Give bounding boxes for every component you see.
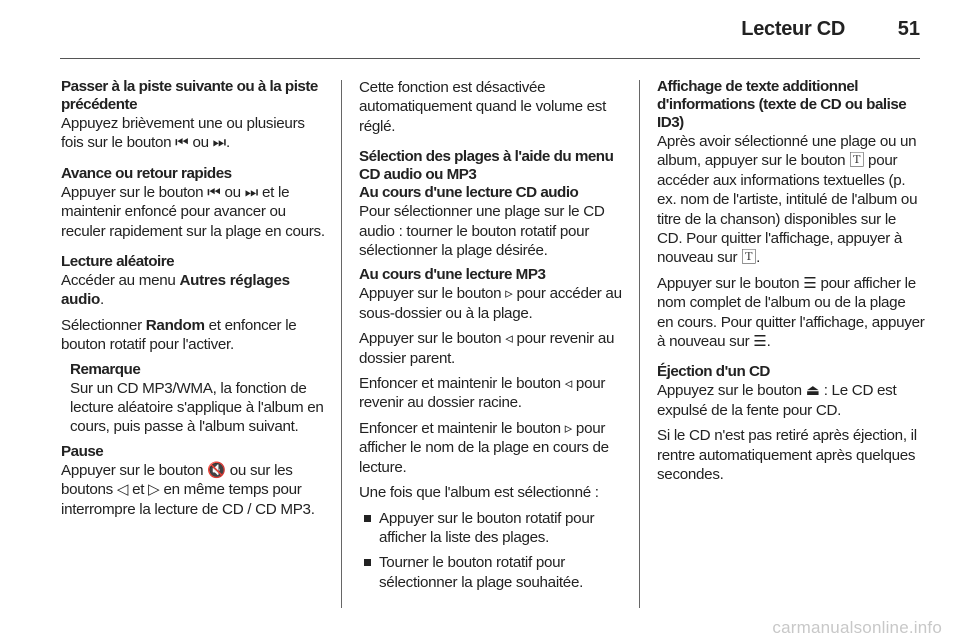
paragraph: Après avoir sélectionné une plage ou un album, appuyer sur le bouton 🅃 pour accéder aux informations textuelles (p. ex. nom de l'artiste, intitulé de l'album ou titre de la chanson) disponibles sur le CD. Pour quitter l'affichage, appuyer à nouveau sur 🅃.	[657, 133, 918, 267]
bullet-icon	[364, 515, 371, 522]
page-number: 51	[897, 18, 920, 40]
paragraph: Appuyer sur le bouton ▹ pour accéder au sous-dossier ou à la plage.	[359, 285, 622, 322]
paragraph: Enfoncer et maintenir le bouton ◃ pour revenir au dossier racine.	[359, 375, 606, 412]
paragraph: Si le CD n'est pas retiré après éjection, il rentre automatiquement après quelques secondes.	[657, 427, 917, 484]
paragraph: Appuyez sur le bouton ⏏ : Le CD est expulsé de la fente pour CD.	[657, 382, 897, 419]
section-heading-random: Lecture aléatoire	[61, 253, 175, 271]
note-box	[70, 361, 329, 437]
paragraph: Appuyer sur le bouton ⏮ ou ⏭ et le maintenir enfoncé pour avancer ou reculer rapidement sur la plage en cours.	[61, 183, 325, 240]
paragraph: Appuyer sur le bouton ◃ pour revenir au dossier parent.	[359, 330, 615, 367]
column-3	[657, 78, 925, 485]
sub-heading-audio-cd: Au cours d'une lecture CD audio	[359, 184, 579, 202]
header-divider	[60, 58, 920, 59]
watermark: carmanualsonline.info	[772, 618, 942, 637]
paragraph: Accéder au menu Autres réglages audio.	[61, 272, 290, 309]
paragraph: Sélectionner Random et enfoncer le bouton rotatif pour l'activer.	[61, 316, 297, 354]
column-1	[61, 78, 329, 519]
column-divider	[341, 80, 342, 608]
paragraph: Pour sélectionner une plage sur le CD audio : tourner le bouton rotatif pour sélectionner la plage désirée.	[359, 203, 605, 260]
note-heading: Remarque	[70, 360, 141, 378]
paragraph: Appuyer sur le bouton ☰ pour afficher le nom complet de l'album ou de la plage en cours. Pour quitter l'affichage, appuyer à nouveau sur ☰.	[657, 274, 925, 351]
section-heading-fast-forward: Avance ou retour rapides	[61, 164, 232, 182]
sub-heading-mp3: Au cours d'une lecture MP3	[359, 266, 546, 284]
column-2	[359, 78, 627, 592]
paragraph: Enfoncer et maintenir le bouton ▹ pour afficher le nom de la plage en cours de lecture.	[359, 419, 609, 476]
paragraph: Appuyer sur le bouton 🔇 ou sur les boutons ◁ et ▷ en même temps pour interrompre la lecture de CD / CD MP3.	[61, 461, 315, 518]
list-item: Appuyer sur le bouton rotatif pour afficher la liste des plages.	[359, 509, 627, 548]
menu-name: Autres réglages audio	[61, 272, 290, 309]
column-divider	[639, 80, 640, 608]
section-heading-eject: Éjection d'un CD	[657, 363, 770, 381]
paragraph: Une fois que l'album est sélectionné :	[359, 484, 599, 502]
page-header-title: Lecteur CD	[741, 18, 845, 40]
section-heading-pause: Pause	[61, 442, 104, 460]
section-heading-track-selection: Sélection des plages à l'aide du menu CD audio ou MP3	[359, 148, 614, 184]
note-text: Sur un CD MP3/WMA, la fonction de lecture aléatoire s'applique à l'album en cours, puis passe à l'album suivant.	[70, 379, 324, 436]
option-name: Random	[145, 316, 205, 334]
bullet-icon	[364, 559, 371, 566]
section-heading-track-skip: Passer à la piste suivante ou à la piste précédente	[61, 78, 318, 113]
list-item: Tourner le bouton rotatif pour sélectionner la plage souhaitée.	[359, 553, 627, 592]
paragraph: Appuyez brièvement une ou plusieurs fois sur le bouton ⏮ ou ⏭.	[61, 115, 305, 152]
section-heading-additional-text: Affichage de texte additionnel d'informations (texte de CD ou balise ID3)	[657, 78, 907, 131]
paragraph: Cette fonction est désactivée automatiquement quand le volume est réglé.	[359, 79, 607, 135]
